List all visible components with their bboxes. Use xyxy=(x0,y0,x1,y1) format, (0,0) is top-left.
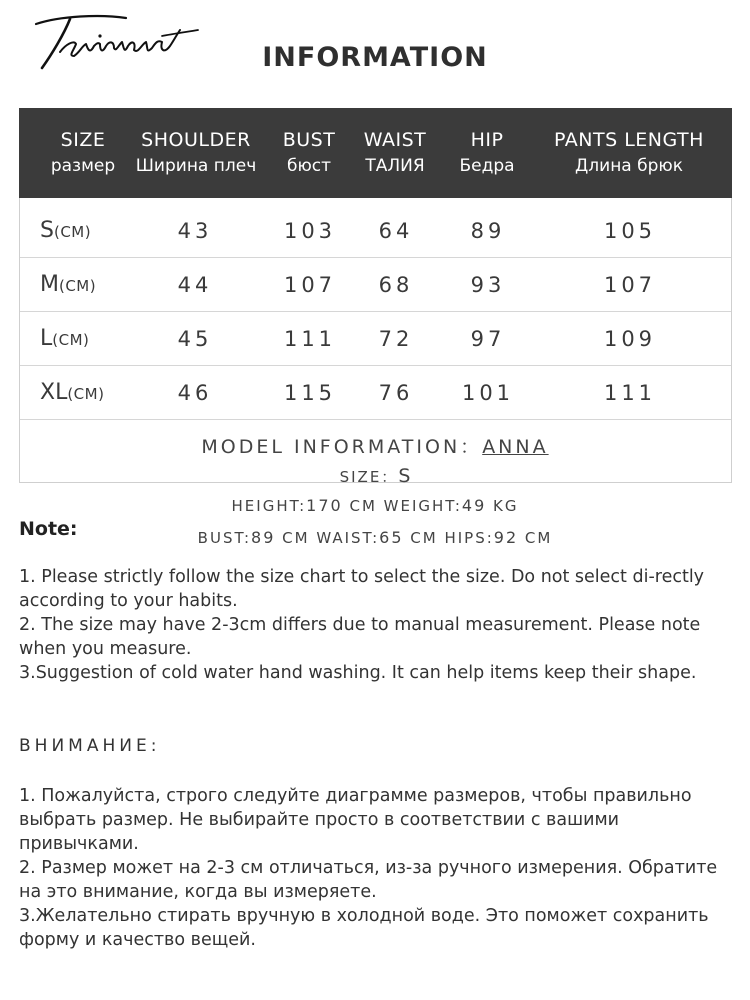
header-bust xyxy=(271,108,347,198)
model-bust-value: 89 xyxy=(251,528,276,547)
model-name: ANNA xyxy=(482,436,549,458)
pants-length-cell: 105 xyxy=(603,219,657,243)
note-item-ru: 1. Пожалуйста, строго следуйте диаграмме размеров, чтобы правильно выбрать размер. Не выбирайте просто в соответствии с вашими привычками. xyxy=(19,786,692,854)
note-list-ru xyxy=(19,784,731,952)
shoulder-cell: 44 xyxy=(177,273,213,297)
waist-cell: 76 xyxy=(378,381,414,405)
model-waist-value: 65 xyxy=(379,528,404,547)
model-waist-label: WAIST: xyxy=(316,529,380,547)
note-item-ru: 2. Размер может на 2-3 см отличаться, из-за ручного измерения. Обратите на это внимание, когда вы измеряете. xyxy=(19,858,718,902)
size-unit: (CM) xyxy=(53,223,92,241)
model-height-label: HEIGHT: xyxy=(231,497,307,515)
model-height-unit: CM xyxy=(342,497,384,515)
model-bust-label: BUST: xyxy=(197,529,252,547)
model-weight-value: 49 xyxy=(461,496,487,515)
note-title: Note: xyxy=(19,518,78,540)
note-item: 1. Please strictly follow the size chart to select the size. Do not select di-rectly according to your habits. xyxy=(19,567,705,611)
model-info-label: MODEL INFORMATION： xyxy=(201,436,483,458)
header-waist-ru: ТАЛИЯ xyxy=(365,156,425,176)
size-cell xyxy=(40,258,140,312)
model-height-weight xyxy=(0,496,750,515)
model-hips-unit: CM xyxy=(518,529,553,547)
size-cell xyxy=(40,204,140,258)
model-measurements xyxy=(0,528,750,547)
header-hip-ru: Бедра xyxy=(459,156,515,176)
note-item: 3.Suggestion of cold water hand washing. It can help items keep their shape. xyxy=(19,663,697,683)
waist-cell: 68 xyxy=(378,273,414,297)
model-weight-label: WEIGHT: xyxy=(383,497,462,515)
model-weight-unit: KG xyxy=(486,497,519,515)
header-waist-en: WAIST xyxy=(363,129,427,151)
size-unit: (CM) xyxy=(58,277,97,295)
bust-cell: 103 xyxy=(283,219,337,243)
pants-length-cell: 109 xyxy=(603,327,657,351)
model-waist-unit: CM xyxy=(403,529,445,547)
size-cell xyxy=(40,312,140,366)
header-bust-ru: бюст xyxy=(286,156,332,176)
hip-cell: 97 xyxy=(470,327,506,351)
hip-cell: 89 xyxy=(470,219,506,243)
bust-cell: 111 xyxy=(283,327,337,351)
model-info-heading xyxy=(0,432,750,459)
pants-length-cell: 107 xyxy=(603,273,657,297)
size-label: XL xyxy=(40,380,68,405)
header-pants-length-ru: Длина брюк xyxy=(575,156,683,176)
model-hips-value: 92 xyxy=(493,528,519,547)
table-row xyxy=(20,312,731,366)
model-size-label: SIZE： xyxy=(339,468,399,486)
size-chart-table xyxy=(19,108,732,483)
model-size xyxy=(0,465,750,487)
shoulder-cell: 43 xyxy=(177,219,213,243)
model-bust-unit: CM xyxy=(275,529,317,547)
header-size xyxy=(33,108,133,198)
hip-cell: 101 xyxy=(461,381,515,405)
table-row xyxy=(20,204,731,258)
header-size-en: SIZE xyxy=(60,129,106,151)
model-size-value: S xyxy=(398,465,411,487)
header-shoulder-en: SHOULDER xyxy=(141,129,251,151)
header-bust-en: BUST xyxy=(282,129,336,151)
bust-cell: 115 xyxy=(283,381,337,405)
note-title-ru: ВНИМАНИЕ: xyxy=(19,736,161,756)
header-pants-length xyxy=(541,108,717,198)
size-unit: (CM) xyxy=(67,385,105,403)
note-list-en xyxy=(19,565,731,685)
note-item: 2. The size may have 2-3cm differs due to manual measurement. Please note when you measure. xyxy=(19,615,701,659)
shoulder-cell: 46 xyxy=(177,381,213,405)
size-label: M xyxy=(40,272,59,297)
bust-cell: 107 xyxy=(283,273,337,297)
waist-cell: 64 xyxy=(378,219,414,243)
hip-cell: 93 xyxy=(470,273,506,297)
header-waist xyxy=(352,108,438,198)
size-label: S xyxy=(40,218,54,243)
waist-cell: 72 xyxy=(378,327,414,351)
header-hip-en: HIP xyxy=(470,129,504,151)
header-hip xyxy=(444,108,530,198)
model-hips-label: HIPS: xyxy=(444,529,494,547)
pants-length-cell: 111 xyxy=(603,381,657,405)
header-size-ru: размер xyxy=(50,156,116,176)
table-row xyxy=(20,258,731,312)
table-row xyxy=(20,366,731,420)
size-label: L xyxy=(40,326,53,351)
size-chart-header xyxy=(19,108,732,198)
header-shoulder xyxy=(131,108,261,198)
size-cell xyxy=(40,366,140,420)
page-title: INFORMATION xyxy=(262,42,488,73)
header-pants-length-en: PANTS LENGTH xyxy=(554,129,704,151)
shoulder-cell: 45 xyxy=(177,327,213,351)
header-shoulder-ru: Ширина плеч xyxy=(135,156,257,176)
model-height-value: 170 xyxy=(306,496,343,515)
size-unit: (CM) xyxy=(52,331,90,349)
note-item-ru: 3.Желательно стирать вручную в холодной воде. Это поможет сохранить форму и качество вещей. xyxy=(19,906,709,950)
